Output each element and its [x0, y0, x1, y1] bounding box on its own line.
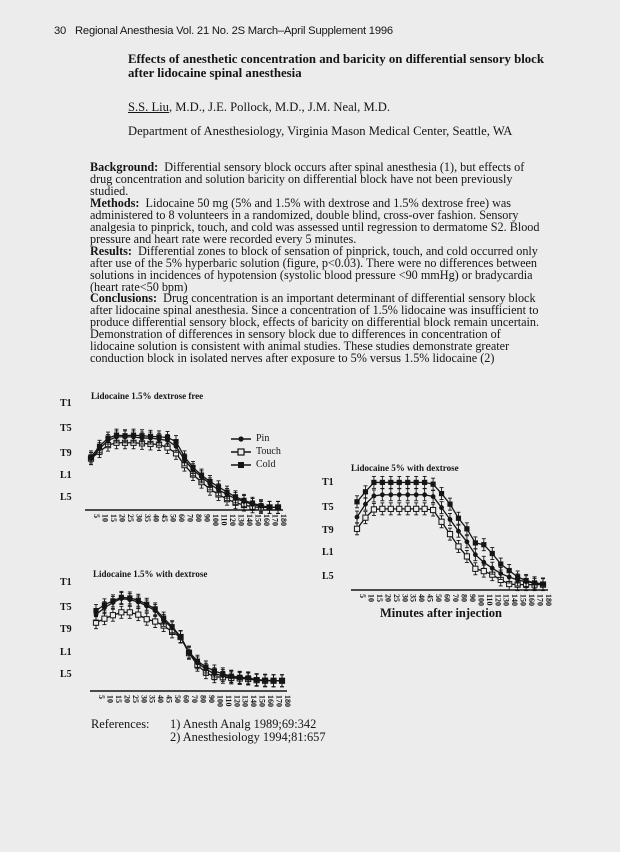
x-tick-label: 160 — [527, 594, 537, 606]
x-tick-label: 150 — [257, 695, 267, 707]
journal-citation: Regional Anesthesia Vol. 21 No. 2S March–April Supplement 1996 — [75, 25, 393, 37]
x-tick-label: 5 — [358, 594, 367, 598]
x-tick-label: 80 — [194, 514, 203, 522]
x-tick-label: 70 — [451, 594, 460, 602]
y-tick-label: T9 — [60, 624, 72, 635]
y-tick-label: L1 — [60, 470, 72, 481]
data-point-touch — [144, 617, 149, 622]
x-tick-label: 150 — [253, 514, 263, 526]
y-tick-label: T5 — [322, 502, 334, 513]
x-tick-label: 70 — [185, 514, 195, 522]
x-tick-label: 80 — [459, 594, 469, 602]
data-point-cold — [195, 659, 200, 664]
x-tick-label: 120 — [228, 514, 237, 526]
data-point-cold — [110, 598, 115, 603]
x-tick-label: 15 — [109, 514, 118, 522]
co-authors: , M.D., J.E. Pollock, M.D., J.M. Neal, M.D. — [168, 100, 391, 114]
data-point-cold — [279, 678, 284, 683]
data-point-cold — [144, 602, 149, 607]
data-point-cold — [178, 634, 183, 639]
x-tick-label: 20 — [117, 514, 127, 522]
x-tick-label: 35 — [408, 594, 418, 602]
x-tick-label: 35 — [143, 514, 152, 522]
page-number: 30 — [54, 25, 67, 37]
y-tick-label: T1 — [60, 577, 72, 588]
x-tick-label: 100 — [476, 594, 486, 606]
legend-label: Pin — [256, 433, 270, 444]
x-tick-label: 70 — [190, 695, 199, 703]
references-label: References: — [91, 717, 150, 731]
presenting-author: S.S. Liu — [128, 100, 169, 114]
x-tick-label: 120 — [232, 695, 242, 707]
x-tick-label: 160 — [266, 695, 276, 707]
y-tick-label: T9 — [60, 448, 72, 459]
data-point-touch — [153, 619, 158, 624]
data-point-touch — [127, 610, 132, 615]
data-point-cold — [119, 595, 124, 600]
x-tick-label: 130 — [236, 514, 246, 526]
chart-title-5pct-dextrose: Lidocaine 5% with dextrose — [351, 463, 459, 473]
x-tick-label: 30 — [400, 594, 410, 602]
x-tick-label: 15 — [113, 695, 123, 703]
y-tick-label: T9 — [322, 525, 334, 536]
x-tick-label: 110 — [219, 514, 229, 526]
x-tick-label: 60 — [177, 514, 186, 522]
y-tick-label: L5 — [60, 492, 72, 503]
legend-label: Cold — [256, 459, 276, 470]
reference-item: 2) Anesthesiology 1994;81:657 — [170, 730, 326, 744]
x-tick-label: 150 — [518, 594, 528, 606]
data-point-touch — [110, 613, 115, 618]
x-tick-label: 50 — [434, 594, 444, 602]
x-tick-label: 10 — [100, 514, 110, 522]
x-tick-label: 80 — [198, 695, 208, 703]
data-point-cold — [186, 649, 191, 654]
x-tick-label: 100 — [211, 514, 220, 526]
x-tick-label: 10 — [366, 594, 376, 602]
y-tick-label: T1 — [60, 398, 72, 409]
x-tick-label: 50 — [168, 514, 178, 522]
conclusions-text: Drug concentration is an important determinant of differential sensory block after lidocaine spinal anesthesia. Since a concentration of 1.5% lidocaine was insufficient to produce differential sensory block, effects of baricity on differential block remain uncertain. Demonstration of differences in sensory block due to differences in concentration of lidocaine solution is consistent with animal studies. These studies demonstrate greater conduction block in isolated nerves after exposure to 5% versus 1.5% lidocaine (2) — [90, 291, 540, 366]
x-tick-label: 40 — [151, 514, 161, 522]
x-tick-label: 20 — [122, 695, 132, 703]
y-tick-label: T5 — [60, 602, 72, 613]
x-tick-label: 50 — [173, 695, 183, 703]
x-tick-label: 100 — [215, 695, 225, 707]
x-tick-label: 25 — [130, 695, 140, 703]
data-point-cold — [161, 615, 166, 620]
data-point-touch — [119, 610, 124, 615]
affiliation: Department of Anesthesiology, Virginia Mason Medical Center, Seattle, WA — [128, 124, 513, 138]
data-point-cold — [246, 675, 251, 680]
y-tick-label: L1 — [60, 647, 72, 658]
background-label: Background: — [90, 160, 159, 174]
x-tick-label: 20 — [383, 594, 393, 602]
x-tick-label: 170 — [274, 695, 284, 707]
x-tick-label: 15 — [374, 594, 384, 602]
x-tick-label: 40 — [156, 695, 166, 703]
methods-text: Lidocaine 50 mg (5% and 1.5% with dextrose and 1.5% dextrose free) was administered to 8 volunteers in a randomized, double blind, cross-over fashion. Sensory analgesia to pinprick, touch, and cold was assessed until regression to dermatome S2. Blood pressure and heart rate were recorded every 5 minutes. — [90, 195, 540, 246]
methods-label: Methods: — [90, 195, 140, 210]
y-tick-label: T5 — [60, 423, 72, 434]
x-tick-label: 30 — [134, 514, 144, 522]
legend-label: Touch — [256, 446, 281, 457]
x-tick-label: 180 — [283, 695, 292, 707]
x-tick-label: 140 — [245, 514, 254, 526]
x-tick-label: 10 — [105, 695, 115, 703]
reference-list — [170, 718, 326, 744]
x-tick-label: 40 — [417, 594, 427, 602]
data-point-cold — [220, 671, 225, 676]
y-tick-label: L5 — [60, 669, 72, 680]
x-tick-label: 45 — [425, 594, 435, 602]
x-tick-label: 5 — [97, 695, 106, 699]
y-tick-label: T1 — [322, 477, 334, 488]
data-point-touch — [136, 612, 141, 617]
background-text: Differential sensory block occurs after spinal anesthesia (1), but effects of drug concentration and solution baricity on differential block have not been previously studied. — [90, 160, 525, 198]
x-tick-label: 130 — [240, 695, 250, 707]
x-tick-label: 170 — [270, 514, 280, 526]
data-point-cold — [102, 602, 107, 607]
data-point-cold — [271, 678, 276, 683]
results-text: Differential zones to block of sensation of pinprick, touch, and cold occurred only after use of the 5% hyperbaric solution (figure, p<0.03). There were no differences between solutions in incidences of hypotension (systolic blood pressure <90 mmHg) or bradycardia (heart rate<50 bpm) — [90, 243, 538, 294]
conclusions-label: Conclusions: — [90, 291, 158, 306]
article-title: Effects of anesthetic concentration and baricity on differential sensory block after lidocaine spinal anesthesia — [128, 52, 544, 80]
data-point-cold — [203, 664, 208, 669]
data-point-cold — [212, 668, 217, 673]
chart-title-dextrose-free: Lidocaine 1.5% dextrose free — [91, 391, 204, 401]
data-point-cold — [229, 674, 234, 679]
x-tick-label: 130 — [501, 594, 511, 606]
x-tick-label: 110 — [484, 594, 494, 606]
y-tick-label: L5 — [322, 571, 334, 582]
x-tick-label: 170 — [535, 594, 545, 606]
data-point-cold — [136, 598, 141, 603]
x-tick-label: 5 — [92, 514, 101, 518]
x-tick-label: 180 — [544, 594, 553, 606]
results-label: Results: — [90, 243, 132, 258]
x-tick-label: 30 — [139, 695, 149, 703]
x-tick-label: 120 — [493, 594, 503, 606]
data-point-cold — [127, 595, 132, 600]
reference-item: 1) Anesth Analg 1989;69:342 — [170, 717, 317, 731]
x-tick-label: 35 — [147, 695, 157, 703]
x-tick-label: 180 — [279, 514, 288, 526]
data-point-cold — [254, 677, 259, 682]
x-tick-label: 140 — [510, 594, 520, 606]
x-tick-label: 45 — [164, 695, 174, 703]
chart-title-1-5pct-dextrose: Lidocaine 1.5% with dextrose — [93, 569, 208, 579]
data-point-touch — [102, 616, 107, 621]
x-tick-label: 140 — [249, 695, 259, 707]
x-tick-label: 60 — [181, 695, 191, 703]
x-tick-label: 45 — [160, 514, 169, 522]
y-tick-label: L1 — [322, 547, 334, 558]
x-axis-title: Minutes after injection — [380, 606, 502, 620]
x-tick-label: 90 — [467, 594, 477, 602]
data-point-cold — [169, 624, 174, 629]
x-tick-label: 90 — [202, 514, 212, 522]
x-tick-label: 60 — [442, 594, 452, 602]
x-tick-label: 25 — [126, 514, 135, 522]
data-point-cold — [93, 608, 98, 613]
x-tick-label: 90 — [206, 695, 216, 703]
x-tick-label: 25 — [391, 594, 401, 602]
data-point-cold — [237, 675, 242, 680]
x-tick-label: 160 — [262, 514, 271, 526]
x-tick-label: 110 — [223, 695, 233, 707]
data-point-cold — [262, 678, 267, 683]
data-point-cold — [153, 606, 158, 611]
